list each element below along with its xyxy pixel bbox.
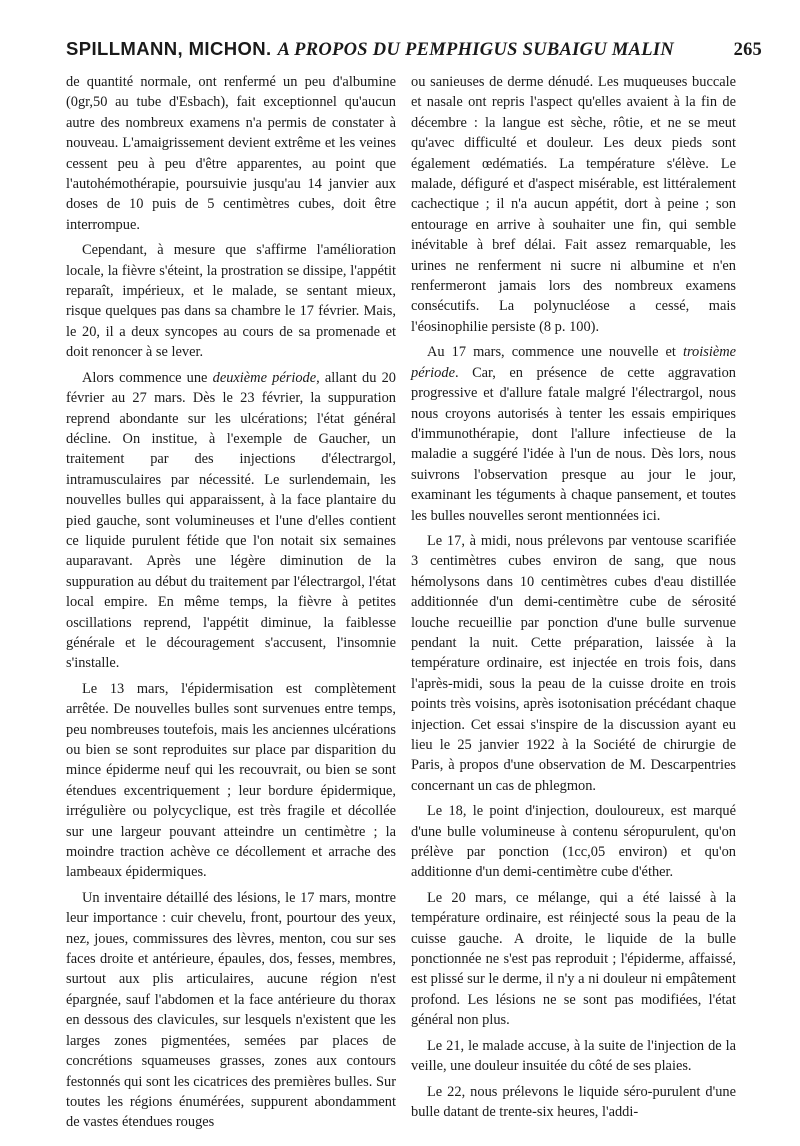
- right-paragraph-4: Le 18, le point d'injection, douloureux, est marqué d'une bulle volumineuse à contenu séropurulent, qu'on prélève par ponction (1cc,05 environ) et qu'on additionne d'un demi-centimètre cube d'éther.: [411, 803, 736, 881]
- right-paragraph-6: Le 21, le malade accuse, à la suite de l'injection de la veille, une douleur insuitée du côté de ses plaies.: [411, 1037, 736, 1075]
- right-paragraph-2-rest: . Car, en présence de cette aggravation progressive et d'allure fatale malgré l'électrargol, nous nous croyons autorisés à tenter les essais empiriques d'immunothérapie, dont l'allure infectieuse de la maladie a suggéré l'idée à l'un de nous. Dès lors, nous suivrons l'observation presque au jour le jour, examinant les téguments à chaque pansement, et toutes les bulles nouvelles seront mentionnées ici.: [411, 364, 736, 524]
- period-three-label: troisième période: [411, 344, 736, 381]
- header-authors: SPILLMANN, MICHON.: [66, 38, 272, 59]
- right-paragraph-7: Le 22, nous prélevons le liquide séro-purulent d'une bulle datant de trente-six heures, l'addi-: [411, 1083, 736, 1120]
- right-paragraph-1: ou sanieuses de derme dénudé. Les muqueuses buccale et nasale ont repris l'aspect qu'elles avaient à la fin de décembre : la langue est sèche, rôtie, et ne se meut qu'avec difficulté et douleur. Les deux pieds sont également œdématiés. La température s'élève. Le malade, défiguré et d'aspect misérable, est littéralement cachectique ; il n'a aucun appétit, dort à peine ; son entourage en arrive à souhaiter une fin, qui semble inévitable à bref délai. Fait assez remarquable, les urines ne renferment ni sucre ni albumine et n'en renfermeront jamais lors des nombreux examens consécutifs. La polynucléose a cessé, mais l'éosinophilie persiste (8 p. 100).: [411, 74, 736, 335]
- period-two-label: deuxième période: [212, 369, 317, 386]
- left-paragraph-5: Un inventaire détaillé des lésions, le 17 mars, montre leur importance : cuir chevelu, front, pourtour des yeux, nez, joues, commissures des lèvres, menton, cou sur ses faces droite et antérieure, épaules, dos, fesses, membres, surtout aux plis articulaires, aucune région n'est épargnée, sauf l'abdomen et la face antérieure du thorax en dessous des clavicules, sur lesquels n'existent que les larges zones pigmentées, semées par places de concrétions squameuses grasses, zones aux contours festonnés qui sont les cicatrices des premières bulles. Sur toutes les régions énumérées, suppurent abondamment de vastes étendues rouges: [66, 889, 396, 1131]
- left-paragraph-3: [66, 368, 396, 674]
- right-paragraph-5: Le 20 mars, ce mélange, qui a été laissé à la température ordinaire, est réinjecté sous la peau de la cuisse gauche. A droite, le liquide de la bulle ponctionnée ne s'est pas reproduit ; l'épiderme, affaissé, est plissé sur le derme, il n'y a ni douleur ni empâtement profond. Les lésions ne se sont pas modifiées, l'état général non plus.: [411, 889, 736, 1029]
- page-number: 265: [733, 40, 762, 60]
- left-paragraph-4: Le 13 mars, l'épidermisation est complètement arrêtée. De nouvelles bulles sont survenues entre temps, peu nombreuses toutefois, mais les anciennes ulcérations ou bien se sont reproduites sur place par disparition du mince épiderme neuf qui les recouvrait, ou bien se sont étendues excentriquement ; leur bordure épidermique, irrégulière ou polycyclique, est très fragile et décollée sur une largeur pouvant atteindre un centimètre ; la moindre traction achève ce décollement et arrache des lambeaux épidermiques.: [66, 680, 396, 881]
- left-paragraph-3-start: Alors commence une: [82, 369, 213, 386]
- header-title: A PROPOS DU PEMPHIGUS SUBAIGU MALIN: [277, 40, 675, 60]
- left-paragraph-1: de quantité normale, ont renfermé un peu d'albumine (0gr,50 au tube d'Esbach), fait exceptionnel qu'aucun autre des nombreux examens n'a permis de constater à nouveau. L'amaigrissement devient extrême et les veines cessent peu à peu d'être apparentes, au point que l'autohémothérapie, poursuivie jusqu'au 14 janvier aux doses de 10 puis de 5 centimètres cubes, doit être interrompue.: [66, 74, 396, 233]
- right-paragraph-3: Le 17, à midi, nous prélevons par ventouse scarifiée 3 centimètres cubes environ de sang, que nous hémolysons dans 10 centimètres cubes d'eau distillée additionnée d'un demi-centimètre cube de sérosité louche recueillie par ponction d'une bulle survenue pendant la nuit. Cette préparation, laissée à la température ordinaire, est injectée en trois fois, dans l'après-midi, sous la peau de la cuisse droite en trois points très voisins, après isotonisation précédant chaque injection. Cet essai s'inspire de la discussion ayant eu lieu le 25 janvier 1922 à la Société de chirurgie de Paris, à propos d'une observation de M. Descarpentries concernant un cas de phlegmon.: [411, 532, 736, 794]
- right-paragraph-2-start: Au 17 mars, commence une nouvelle et: [427, 344, 683, 361]
- left-paragraph-3-rest: , allant du 20 février au 27 mars. Dès le 23 février, la suppuration reprend abondante sur les ulcérations; l'état général décline. On institue, à l'exemple de Gaucher, un traitement par des injections d'électrargol, intramusculaires par nécessité. Le surlendemain, les nouvelles bulles qui apparaissent, à la face plantaire du pied gauche, sont volumineuses et l'une d'elles contient ce liquide purulent fétide que l'on notait six semaines auparavant. Après une légère diminution de la suppuration au début du traitement par l'électrargol, l'état local empire. En même temps, la fièvre à petites oscillations reprend, l'appétit diminue, la faiblesse générale et le découragement s'accusent, l'insomnie s'installe.: [66, 369, 396, 672]
- right-column: [411, 72, 736, 1122]
- left-paragraph-2: Cependant, à mesure que s'affirme l'amélioration locale, la fièvre s'éteint, la prostration se dissipe, l'appétit reparaît, impérieux, et le malade, se sentant mieux, risque quelques pas dans sa chambre le 17 février. Mais, le 20, il a deux syncopes au cours de sa promenade et doit renoncer à se lever.: [66, 242, 396, 361]
- left-column: [66, 72, 396, 1133]
- right-paragraph-2: [411, 342, 736, 526]
- running-header: [66, 38, 762, 61]
